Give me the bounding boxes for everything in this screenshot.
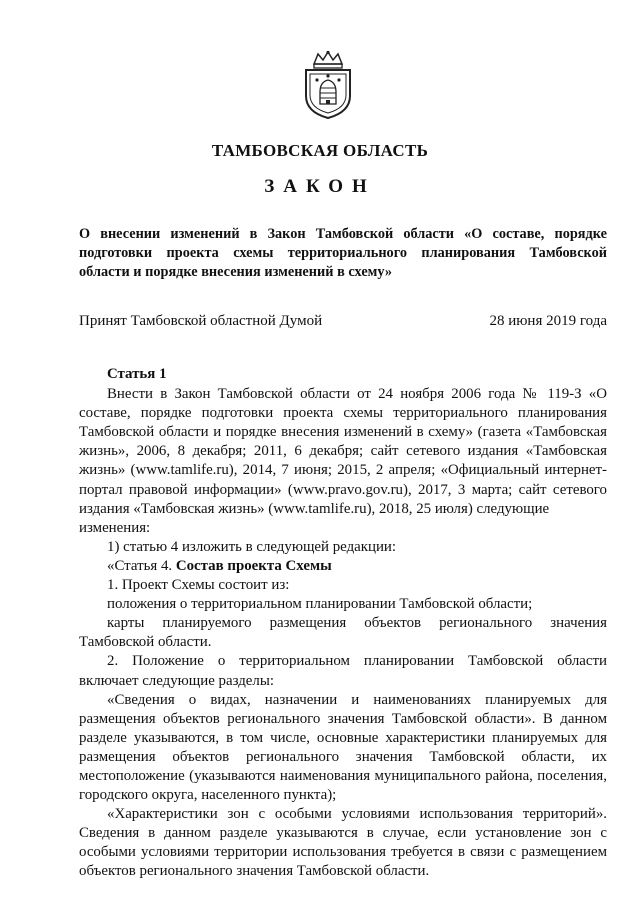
- coat-of-arms-icon: [300, 50, 356, 120]
- region-title: ТАМБОВСКАЯ ОБЛАСТЬ: [211, 141, 429, 160]
- new-article-heading: [79, 557, 607, 576]
- new-article-title: Состав проекта Схемы: [175, 557, 332, 574]
- paragraph: 1. Проект Схемы состоит из:: [107, 577, 290, 594]
- adoption-line: [79, 313, 607, 330]
- new-article-prefix: «Статья 4.: [107, 557, 176, 574]
- article-intro: [79, 385, 607, 538]
- article-title: Статья 1: [107, 366, 167, 382]
- paragraph: «Характеристики зон с особыми условиями использования территорий». Сведения в данном разделе указываются в случае, если установление зон с особыми условиями территории использования требуется в связи с размещением объектов регионального значения Тамбовской области.: [79, 806, 607, 880]
- adoption-date: 28 июня 2019 года: [489, 313, 607, 329]
- paragraph: карты планируемого размещения объектов регионального значения Тамбовской области.: [79, 615, 607, 651]
- paragraph: 2. Положение о территориальном планировании Тамбовской области включает следующие разделы:: [79, 653, 607, 689]
- item-1: 1) статью 4 изложить в следующей редакции:: [107, 538, 397, 555]
- article-intro-last: изменения:: [79, 519, 151, 536]
- paragraph: положения о территориальном планировании Тамбовской области;: [107, 596, 533, 613]
- article-intro-text: Внести в Закон Тамбовской области от 24 ноября 2006 года № 119-З «О составе, порядке подготовки проекта схемы территориального планирования Тамбовской области и порядке внесения изменений в схему» (газета «Тамбовская жизнь», 2006, 8 декабря; 2011, 6 декабря; сайт сетевого издания «Тамбовская жизнь» (www.tamlife.ru), 2014, 7 июня; 2015, 2 апреля; «Официальный интернет-портал правовой информации» (www.pravo.gov.ru), 2017, 3 марта; сайт сетевого издания «Тамбовская жизнь» (www.tamlife.ru), 2018, 25 июля) следующие: [79, 386, 607, 517]
- law-body: [79, 365, 607, 882]
- document-type-title: ЗАКОН: [264, 176, 376, 197]
- adopted-by: Принят Тамбовской областной Думой: [79, 313, 323, 329]
- paragraph: «Сведения о видах, назначении и наименованиях планируемых для размещения объектов регионального значения Тамбовской области». В данном разделе указываются, в том числе, основные характеристики планируемых для размещения объектов регионального значения Тамбовской области, их местоположение (указываются наименования муниципального района, поселения, городского округа, населенного пункта);: [79, 691, 607, 804]
- law-subject: О внесении изменений в Закон Тамбовской области «О составе, порядке подготовки проекта схемы территориального планирования Тамбовской области и порядке внесения изменений в схему»: [79, 226, 607, 280]
